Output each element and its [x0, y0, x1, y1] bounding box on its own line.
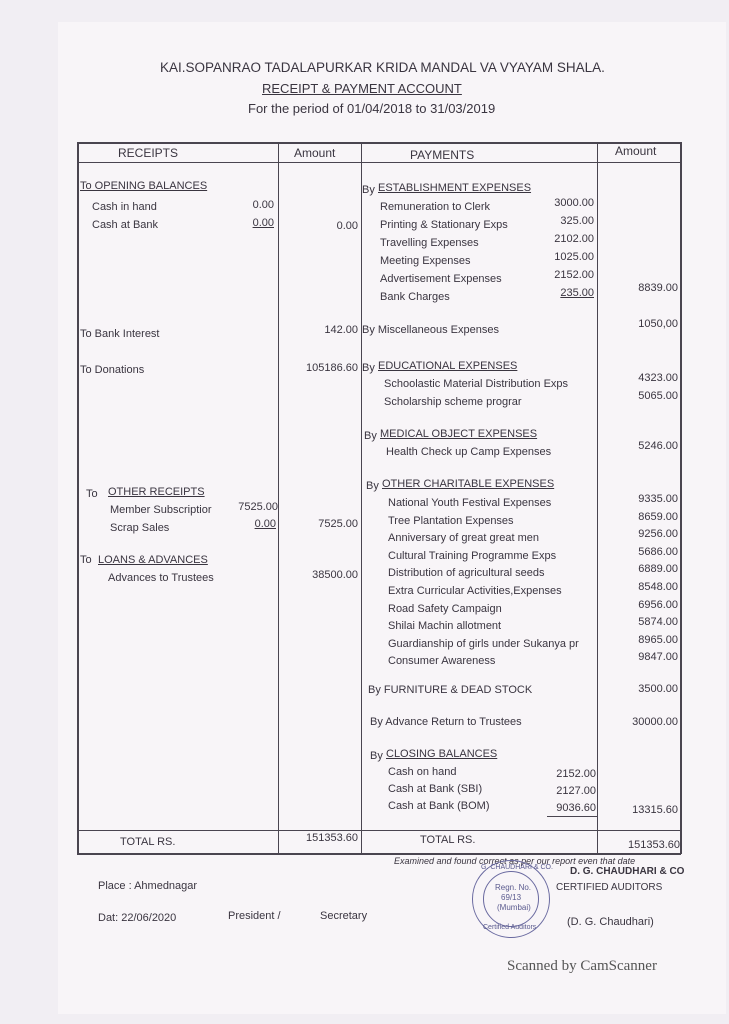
closing-item-label: Cash on hand: [388, 766, 457, 778]
charity-item-value: 9256.00: [638, 528, 678, 541]
estab-item-value: 235.00: [560, 287, 594, 299]
other-receipts-total: 7525.00: [318, 518, 358, 530]
estab-item-label: Printing & Stationary Exps: [380, 219, 508, 231]
closing-total: 13315.60: [632, 804, 678, 816]
edu-item-label: Schoolastic Material Distribution Exps: [384, 378, 569, 390]
charitable-heading: OTHER CHARITABLE EXPENSES: [382, 478, 555, 490]
edu-item-value: 5065.00: [638, 390, 678, 402]
header-bottom-border: [77, 162, 681, 163]
date: Dat: 22/06/2020: [98, 912, 177, 924]
cash-at-bank-value: 0.00: [252, 217, 274, 229]
scanner-watermark: Scanned by CamScanner: [507, 958, 657, 974]
estab-item-value: 2102.00: [554, 233, 594, 245]
charity-item-label: Consumer Awareness: [388, 655, 496, 668]
medical-item-label: Health Check up Camp Expenses: [386, 446, 552, 458]
bank-interest-label: To Bank Interest: [80, 328, 160, 340]
charity-item-label: Cultural Training Programme Exps: [388, 549, 557, 562]
donations-value: 105186.60: [306, 362, 358, 374]
charity-item-label: National Youth Festival Expenses: [388, 497, 552, 509]
closing-item-value: 9036.60: [556, 802, 596, 814]
stamp-number: 69/13: [501, 893, 522, 902]
president-signature-label: President /: [228, 910, 281, 922]
table-left-border: [77, 142, 79, 854]
charity-item-label: Anniversary of great great men: [388, 532, 540, 545]
payments-header: PAYMENTS: [410, 148, 475, 162]
furniture-value: 3500.00: [638, 683, 678, 695]
stamp-regn: Regn. No.: [495, 883, 532, 892]
miscellaneous-value: 1050,00: [638, 318, 678, 330]
educational-heading: EDUCATIONAL EXPENSES: [378, 360, 518, 372]
scrap-sales-value: 0.00: [254, 518, 276, 530]
charity-item-label: Guardianship of girls under Sukanya pr: [388, 637, 579, 650]
col-divider-1: [278, 142, 279, 854]
charity-item-label: Shilai Machin allotment: [388, 620, 502, 633]
amount-header-right: Amount: [615, 144, 657, 158]
stamp-top-text: G. CHAUDHARI & CO.: [481, 864, 553, 871]
other-receipts-heading: OTHER RECEIPTS: [108, 486, 205, 498]
estab-item-label: Meeting Expenses: [380, 255, 471, 267]
receipts-header: RECEIPTS: [118, 146, 179, 160]
opening-total: 0.00: [336, 220, 358, 232]
estab-item-value: 1025.00: [554, 251, 594, 263]
report-title: RECEIPT & PAYMENT ACCOUNT: [262, 81, 462, 96]
cash-at-bank-label: Cash at Bank: [92, 219, 159, 231]
col-divider-3: [597, 142, 598, 854]
miscellaneous-label: By Miscellaneous Expenses: [362, 324, 499, 336]
charity-item-value: 8965.00: [638, 633, 678, 646]
scrap-sales-label: Scrap Sales: [110, 522, 170, 534]
estab-item-label: Remuneration to Clerk: [380, 201, 491, 213]
total-right-label: TOTAL RS.: [420, 834, 476, 846]
auditor-name: (D. G. Chaudhari): [567, 916, 654, 928]
estab-item-value: 325.00: [560, 215, 594, 227]
opening-balances-heading: To OPENING BALANCES: [80, 180, 208, 192]
charity-item-value: 9335.00: [638, 493, 678, 505]
closing-item-value: 2152.00: [556, 768, 596, 780]
advances-to-trustees-label: Advances to Trustees: [108, 572, 214, 584]
total-top-border: [77, 830, 681, 831]
auditor-firm: D. G. CHAUDHARI & CO: [570, 866, 685, 877]
report-period: For the period of 01/04/2018 to 31/03/2019: [248, 101, 496, 116]
closing-item-label: Cash at Bank (SBI): [388, 783, 483, 795]
table-right-border: [680, 142, 682, 854]
medical-item-value: 5246.00: [638, 440, 678, 452]
establishment-total: 8839.00: [638, 282, 678, 294]
bank-interest-value: 142.00: [324, 324, 358, 336]
charity-item-label: Road Safety Campaign: [388, 602, 502, 615]
certified-auditors: CERTIFIED AUDITORS: [556, 882, 663, 893]
charity-item-value: 5874.00: [638, 616, 678, 629]
advance-return-label: By Advance Return to Trustees: [370, 716, 522, 728]
member-subscription-label: Member Subscriptior: [110, 504, 212, 516]
medical-heading: MEDICAL OBJECT EXPENSES: [380, 428, 538, 440]
cash-in-hand-value: 0.00: [252, 199, 274, 211]
total-left-value: 151353.60: [306, 832, 358, 844]
table-top-border: [77, 142, 681, 144]
estab-item-label: Advertisement Expenses: [380, 273, 502, 285]
estab-item-label: Travelling Expenses: [380, 237, 479, 249]
charity-item-label: Distribution of agricultural seeds: [388, 567, 545, 580]
secretary-signature-label: Secretary: [320, 910, 368, 922]
establishment-heading: ESTABLISHMENT EXPENSES: [378, 182, 532, 194]
charity-item-value: 8659.00: [638, 510, 678, 523]
closing-heading: CLOSING BALANCES: [386, 748, 498, 760]
educational-prefix: By: [362, 362, 375, 374]
place: Place : Ahmednagar: [98, 880, 198, 892]
charity-item-value: 5686.00: [638, 545, 678, 558]
charity-item-value: 6956.00: [638, 598, 678, 611]
closing-prefix: By: [370, 750, 383, 762]
member-subscription-value: 7525.00: [238, 501, 278, 513]
edu-item-value: 4323.00: [638, 372, 678, 384]
auditor-stamp: [472, 860, 553, 938]
donations-label: To Donations: [80, 364, 145, 376]
amount-header-left: Amount: [294, 146, 336, 160]
estab-item-value: 3000.00: [554, 197, 594, 209]
loans-advances-heading: LOANS & ADVANCES: [98, 554, 208, 566]
total-right-value: 151353.60: [628, 839, 680, 851]
closing-underline: [547, 816, 597, 817]
loans-prefix: To: [80, 554, 92, 566]
closing-item-value: 2127.00: [556, 785, 596, 797]
closing-item-label: Cash at Bank (BOM): [388, 800, 490, 812]
charitable-prefix: By: [366, 480, 379, 492]
charity-item-value: 9847.00: [638, 651, 678, 664]
furniture-label: By FURNITURE & DEAD STOCK: [368, 684, 533, 696]
estab-item-value: 2152.00: [554, 269, 594, 281]
charity-item-value: 8548.00: [638, 581, 678, 593]
other-receipts-prefix: To: [86, 488, 98, 500]
col-divider-2: [361, 142, 362, 854]
advances-to-trustees-value: 38500.00: [312, 569, 358, 581]
charity-item-label: Extra Curricular Activities,Expenses: [388, 585, 562, 597]
charity-item-value: 6889.00: [638, 563, 678, 576]
stamp-city: (Mumbai): [497, 903, 531, 912]
charity-item-label: Tree Plantation Expenses: [388, 514, 514, 527]
org-name: KAI.SOPANRAO TADALAPURKAR KRIDA MANDAL VA VYAYAM SHALA.: [160, 60, 605, 75]
stamp-bottom-text: Certified Auditors: [483, 924, 537, 931]
cash-in-hand-label: Cash in hand: [92, 201, 157, 213]
medical-prefix: By: [364, 430, 377, 442]
advance-return-value: 30000.00: [632, 716, 678, 728]
edu-item-label: Scholarship scheme prograr: [384, 396, 522, 408]
total-left-label: TOTAL RS.: [120, 836, 176, 848]
examined-note: Examined and found correct as per our report even that date: [394, 856, 636, 866]
establishment-prefix: By: [362, 184, 375, 196]
table-bottom-border: [77, 853, 681, 855]
estab-item-label: Bank Charges: [380, 291, 450, 303]
